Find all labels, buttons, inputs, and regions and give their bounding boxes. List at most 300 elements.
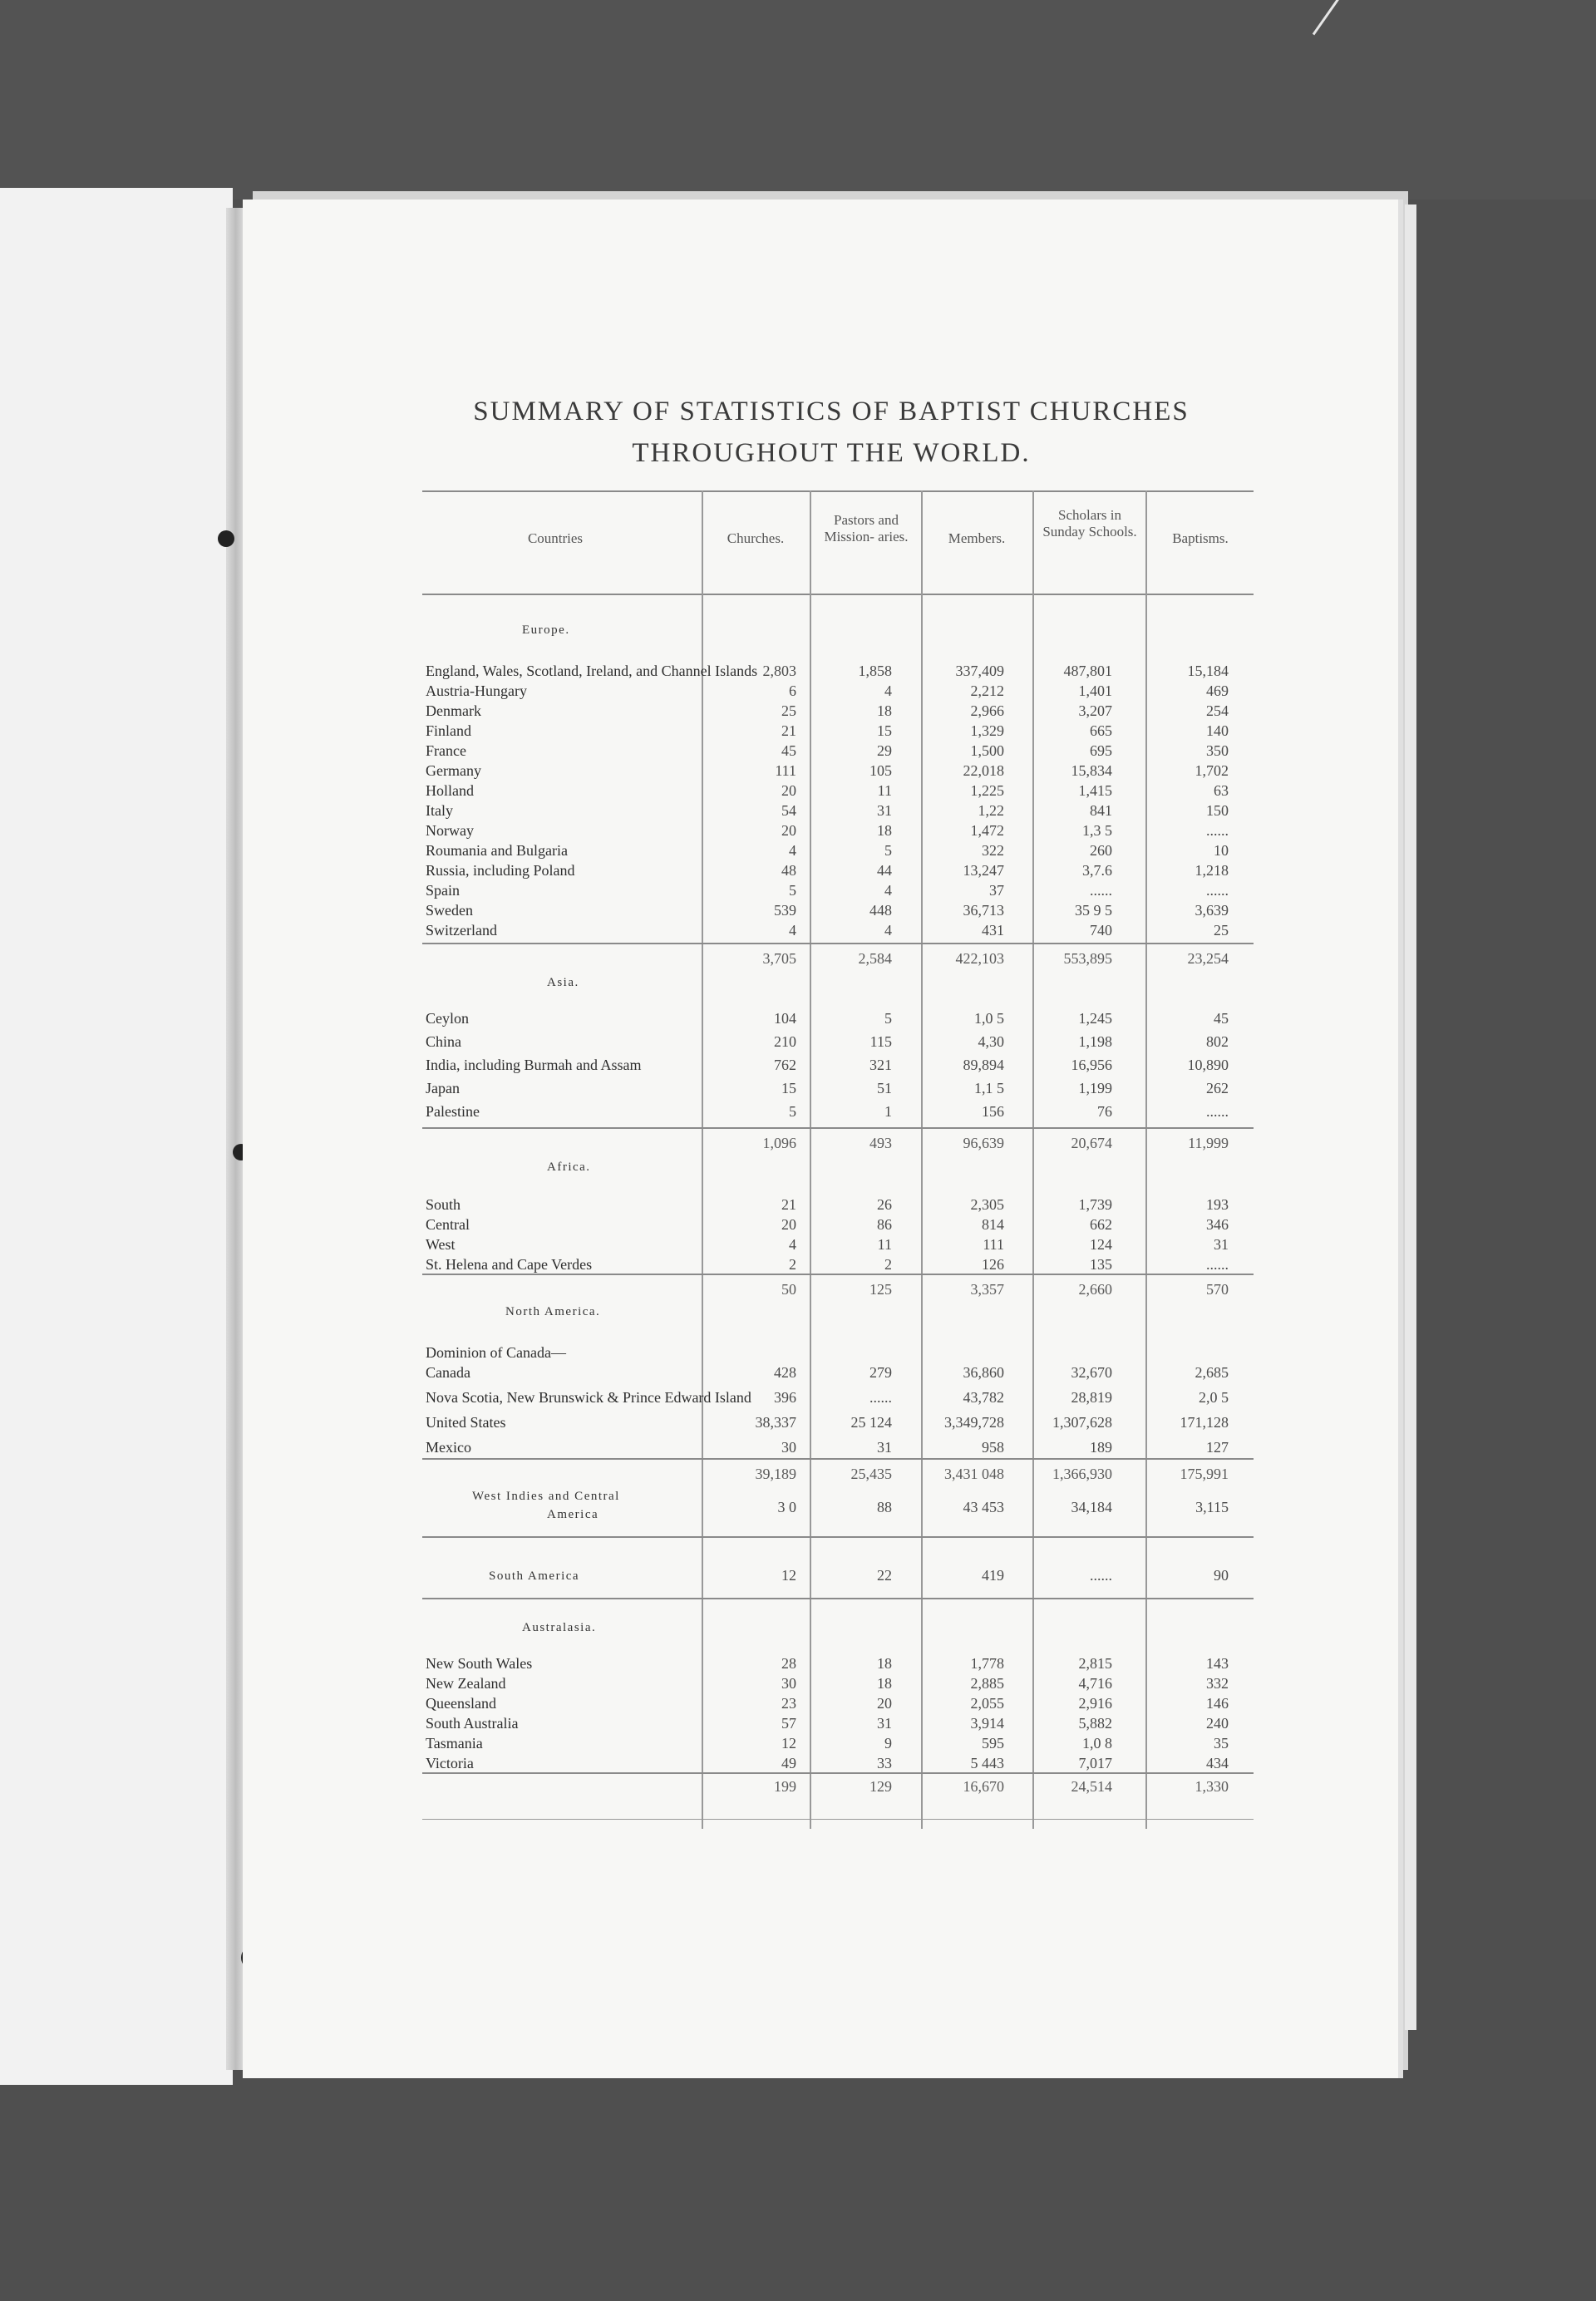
cell-members: 958 (982, 1439, 1004, 1456)
cell-members: 1,22 (978, 802, 1004, 819)
cell-churches: 12 (781, 1567, 796, 1584)
cell-pastors: 5 (884, 1010, 892, 1027)
cell-pastors: 33 (877, 1755, 892, 1771)
cell-pastors: 18 (877, 1655, 892, 1672)
cell-members: 2,055 (970, 1695, 1004, 1712)
section-west-indies-line2: America (547, 1508, 599, 1521)
section-asia: Asia. (547, 976, 579, 989)
cell-pastors: 321 (869, 1057, 892, 1073)
cell-churches: 210 (774, 1033, 796, 1050)
cell-pastors: 86 (877, 1216, 892, 1233)
table-row (422, 742, 1254, 760)
cell-baptisms: 469 (1206, 682, 1229, 699)
cell-baptisms: 2,0 5 (1199, 1389, 1229, 1406)
total-baptisms: 570 (1206, 1281, 1229, 1298)
cell-churches: 21 (781, 1196, 796, 1213)
total-baptisms: 175,991 (1180, 1466, 1229, 1482)
table-row (422, 1102, 1254, 1121)
cell-churches: 21 (781, 722, 796, 739)
cell-scholars: 1,199 (1078, 1080, 1112, 1096)
cell-members: 1,329 (970, 722, 1004, 739)
total-rule (422, 1127, 1254, 1129)
cell-baptisms: 262 (1206, 1080, 1229, 1096)
cell-pastors: 15 (877, 722, 892, 739)
section-australasia: Australasia. (522, 1621, 597, 1634)
cell-churches: 396 (774, 1389, 796, 1406)
country-name: Tasmania (426, 1735, 483, 1752)
table-row (422, 1714, 1254, 1732)
cell-scholars: 740 (1090, 922, 1112, 939)
cell-scholars: 695 (1090, 742, 1112, 759)
country-name: Ceylon (426, 1010, 469, 1027)
table-row (422, 1363, 1254, 1382)
cell-pastors: 11 (877, 1236, 892, 1253)
cell-members: 156 (982, 1103, 1004, 1120)
country-name: Austria-Hungary (426, 682, 527, 699)
cell-pastors: ...... (869, 1389, 892, 1406)
country-name: Nova Scotia, New Brunswick & Prince Edward Island (426, 1389, 751, 1406)
cell-baptisms: 10,890 (1187, 1057, 1229, 1073)
table-row (422, 881, 1254, 899)
cell-scholars: 34,184 (1071, 1499, 1112, 1515)
country-name: Victoria (426, 1755, 474, 1771)
total-pastors: 125 (869, 1281, 892, 1298)
cell-churches: 12 (781, 1735, 796, 1752)
total-scholars: 1,366,930 (1052, 1466, 1112, 1482)
cell-scholars: 2,916 (1078, 1695, 1112, 1712)
cell-members: 814 (982, 1216, 1004, 1233)
table-row (422, 662, 1254, 680)
cell-churches: 30 (781, 1675, 796, 1692)
cell-baptisms: ...... (1206, 822, 1229, 839)
cell-scholars: 487,801 (1063, 663, 1112, 679)
cell-members: 22,018 (963, 762, 1004, 779)
cell-baptisms: 171,128 (1180, 1414, 1229, 1431)
country-name: West (426, 1236, 456, 1253)
total-row (422, 949, 1254, 968)
cell-baptisms: 35 (1214, 1735, 1229, 1752)
cell-members: 111 (983, 1236, 1004, 1253)
cell-baptisms: ...... (1206, 882, 1229, 899)
table-row (422, 1032, 1254, 1051)
table-row (422, 841, 1254, 860)
cell-churches: 5 (789, 1103, 796, 1120)
cell-churches: 104 (774, 1010, 796, 1027)
cell-pastors: 31 (877, 802, 892, 819)
cell-pastors: 25 124 (850, 1414, 892, 1431)
col-header-baptisms: Baptisms. (1172, 530, 1229, 546)
cell-scholars: 841 (1090, 802, 1112, 819)
table-row (422, 1734, 1254, 1752)
total-rule (422, 1458, 1254, 1460)
cell-scholars: 3,7.6 (1082, 862, 1112, 879)
total-members: 422,103 (955, 950, 1004, 967)
cell-churches: 20 (781, 1216, 796, 1233)
cell-pastors: 448 (869, 902, 892, 919)
cell-scholars: 135 (1090, 1256, 1112, 1273)
table-row (422, 722, 1254, 740)
cell-churches: 2,803 (762, 663, 796, 679)
cell-members: 37 (989, 882, 1004, 899)
cell-churches: 111 (775, 762, 796, 779)
table-row (422, 761, 1254, 780)
col-header-scholars: Scholars in Sunday Schools. (1042, 507, 1137, 540)
cell-churches: 2 (789, 1256, 796, 1273)
cell-churches: 5 (789, 882, 796, 899)
cell-pastors: 88 (877, 1499, 892, 1515)
total-rule (422, 1274, 1254, 1275)
total-members: 3,357 (970, 1281, 1004, 1298)
total-baptisms: 1,330 (1195, 1778, 1229, 1795)
cell-members: 3,349,728 (944, 1414, 1004, 1431)
table-row (422, 1255, 1254, 1274)
section-south-america: South America (489, 1569, 580, 1583)
table-row (422, 1438, 1254, 1456)
table-row (422, 1413, 1254, 1431)
cell-members: 431 (982, 922, 1004, 939)
cell-churches: 38,337 (755, 1414, 796, 1431)
cell-scholars: 1,739 (1078, 1196, 1112, 1213)
cell-baptisms: 15,184 (1187, 663, 1229, 679)
table-row (422, 821, 1254, 840)
cell-members: 5 443 (970, 1755, 1004, 1771)
cell-members: 43,782 (963, 1389, 1004, 1406)
section-africa: Africa. (547, 1160, 591, 1174)
total-churches: 39,189 (755, 1466, 796, 1482)
country-name: South Australia (426, 1715, 519, 1732)
cell-baptisms: 2,685 (1195, 1364, 1229, 1381)
south-america-row (422, 1566, 1254, 1584)
country-name: Holland (426, 782, 474, 799)
country-name: France (426, 742, 466, 759)
cell-churches: 30 (781, 1439, 796, 1456)
cell-scholars: 1,3 5 (1082, 822, 1112, 839)
cell-pastors: 44 (877, 862, 892, 879)
cell-baptisms: ...... (1206, 1103, 1229, 1120)
cell-churches: 20 (781, 782, 796, 799)
table-row (422, 1235, 1254, 1254)
cell-members: 1,225 (970, 782, 1004, 799)
cell-members: 2,212 (970, 682, 1004, 699)
cell-members: 13,247 (963, 862, 1004, 879)
cell-baptisms: 140 (1206, 722, 1229, 739)
country-name: India, including Burmah and Assam (426, 1057, 642, 1073)
country-name: South (426, 1196, 461, 1213)
country-name: Finland (426, 722, 472, 739)
col-header-churches: Churches. (727, 530, 785, 546)
total-pastors: 493 (869, 1135, 892, 1151)
section-europe: Europe. (522, 623, 570, 637)
cell-baptisms: 90 (1214, 1567, 1229, 1584)
cell-scholars: 5,882 (1078, 1715, 1112, 1732)
title-line-2: THROUGHOUT THE WORLD. (632, 438, 1031, 468)
country-name: Sweden (426, 902, 473, 919)
cell-baptisms: 434 (1206, 1755, 1229, 1771)
total-scholars: 24,514 (1071, 1778, 1112, 1795)
country-name: Roumania and Bulgaria (426, 842, 568, 859)
cell-scholars: 32,670 (1071, 1364, 1112, 1381)
table-row (422, 682, 1254, 700)
cell-pastors: 18 (877, 822, 892, 839)
total-rule (422, 943, 1254, 944)
cell-churches: 20 (781, 822, 796, 839)
cell-scholars: ...... (1090, 1567, 1112, 1584)
table-row (422, 1215, 1254, 1234)
binding-stitch (218, 530, 234, 547)
cell-pastors: 105 (869, 762, 892, 779)
cell-churches: 28 (781, 1655, 796, 1672)
cell-churches: 45 (781, 742, 796, 759)
cell-members: 3,914 (970, 1715, 1004, 1732)
col-header-pastors: Pastors and Mission- aries. (824, 512, 909, 544)
cell-pastors: 51 (877, 1080, 892, 1096)
cell-members: 1,0 5 (974, 1010, 1004, 1027)
col-header-countries: Countries (527, 530, 584, 546)
total-pastors: 129 (869, 1778, 892, 1795)
total-churches: 50 (781, 1281, 796, 1298)
country-name: Canada (426, 1364, 470, 1381)
cell-scholars: 189 (1090, 1439, 1112, 1456)
total-row (422, 1465, 1254, 1483)
cell-pastors: 1,858 (858, 663, 892, 679)
cell-members: 36,713 (963, 902, 1004, 919)
country-name: Palestine (426, 1103, 480, 1120)
cell-churches: 428 (774, 1364, 796, 1381)
cell-members: 2,305 (970, 1196, 1004, 1213)
cell-pastors: 1 (884, 1103, 892, 1120)
total-members: 3,431 048 (944, 1466, 1004, 1482)
table-row (422, 1195, 1254, 1214)
country-name: Japan (426, 1080, 460, 1096)
total-churches: 1,096 (762, 1135, 796, 1151)
cell-baptisms: 150 (1206, 802, 1229, 819)
table-row (422, 901, 1254, 919)
cell-members: 4,30 (978, 1033, 1004, 1050)
table-row (422, 702, 1254, 720)
cell-churches: 3 0 (777, 1499, 796, 1515)
country-name: Queensland (426, 1695, 496, 1712)
cell-pastors: 31 (877, 1439, 892, 1456)
cell-churches: 48 (781, 862, 796, 879)
cell-baptisms: 143 (1206, 1655, 1229, 1672)
cell-churches: 23 (781, 1695, 796, 1712)
country-name: Central (426, 1216, 470, 1233)
cell-pastors: 115 (869, 1033, 892, 1050)
cell-baptisms: 10 (1214, 842, 1229, 859)
cell-baptisms: 63 (1214, 782, 1229, 799)
country-name: England, Wales, Scotland, Ireland, and Channel Islands (426, 663, 758, 679)
col-header-members: Members. (948, 530, 1006, 546)
country-name: China (426, 1033, 461, 1050)
cell-members: 36,860 (963, 1364, 1004, 1381)
cell-baptisms: 127 (1206, 1439, 1229, 1456)
cell-scholars: 260 (1090, 842, 1112, 859)
cell-pastors: 20 (877, 1695, 892, 1712)
cell-pastors: 5 (884, 842, 892, 859)
section-rule (422, 1598, 1254, 1599)
section-west-indies-line1: West Indies and Central (472, 1490, 620, 1503)
cell-pastors: 4 (884, 882, 892, 899)
cell-scholars: 1,245 (1078, 1010, 1112, 1027)
table-row (422, 1388, 1254, 1407)
total-members: 96,639 (963, 1135, 1004, 1151)
table-row (422, 1009, 1254, 1027)
table-row (422, 921, 1254, 939)
table-row (422, 861, 1254, 880)
cell-churches: 4 (789, 1236, 796, 1253)
total-baptisms: 11,999 (1188, 1135, 1229, 1151)
table-row (422, 1694, 1254, 1712)
total-scholars: 2,660 (1078, 1281, 1112, 1298)
total-baptisms: 23,254 (1187, 950, 1229, 967)
cell-scholars: 124 (1090, 1236, 1112, 1253)
cell-members: 2,885 (970, 1675, 1004, 1692)
cell-scholars: 3,207 (1078, 702, 1112, 719)
cell-churches: 762 (774, 1057, 796, 1073)
country-name: Spain (426, 882, 461, 899)
header-rule (422, 594, 1254, 595)
cell-scholars: 662 (1090, 1216, 1112, 1233)
table-row (422, 801, 1254, 820)
total-members: 16,670 (963, 1778, 1004, 1795)
cell-pastors: 11 (877, 782, 892, 799)
scan-background (0, 0, 1596, 200)
cell-scholars: 1,198 (1078, 1033, 1112, 1050)
dominion-label: Dominion of Canada— (426, 1344, 566, 1361)
cell-pastors: 22 (877, 1567, 892, 1584)
country-name: United States (426, 1414, 506, 1431)
cell-churches: 25 (781, 702, 796, 719)
cell-members: 89,894 (963, 1057, 1004, 1073)
cell-baptisms: 802 (1206, 1033, 1229, 1050)
section-north-america: North America. (505, 1305, 601, 1318)
country-name: Denmark (426, 702, 481, 719)
cell-pastors: 279 (869, 1364, 892, 1381)
page-edge (1405, 204, 1416, 2030)
cell-scholars: 4,716 (1078, 1675, 1112, 1692)
cell-pastors: 9 (884, 1735, 892, 1752)
country-name: Russia, including Poland (426, 862, 575, 879)
total-row (422, 1134, 1254, 1152)
left-page (0, 188, 233, 2085)
cell-baptisms: 31 (1214, 1236, 1229, 1253)
cell-pastors: 2 (884, 1256, 892, 1273)
country-name: Switzerland (426, 922, 497, 939)
country-name: New Zealand (426, 1675, 506, 1692)
cell-scholars: 76 (1097, 1103, 1112, 1120)
cell-members: 43 453 (963, 1499, 1004, 1515)
cell-churches: 49 (781, 1755, 796, 1771)
total-churches: 3,705 (762, 950, 796, 967)
dominion-heading (422, 1343, 1254, 1362)
table-row (422, 781, 1254, 800)
cell-baptisms: 45 (1214, 1010, 1229, 1027)
cell-pastors: 18 (877, 1675, 892, 1692)
country-name: Norway (426, 822, 474, 839)
cell-members: 337,409 (955, 663, 1004, 679)
cell-members: 126 (982, 1256, 1004, 1273)
cell-scholars: 16,956 (1071, 1057, 1112, 1073)
cell-churches: 57 (781, 1715, 796, 1732)
cell-pastors: 4 (884, 922, 892, 939)
cell-scholars: 1,415 (1078, 782, 1112, 799)
cell-baptisms: ...... (1206, 1256, 1229, 1273)
page-title (249, 391, 1413, 474)
total-rule (422, 1772, 1254, 1774)
table-bottom-rule (422, 1819, 1254, 1820)
cell-baptisms: 25 (1214, 922, 1229, 939)
cell-churches: 539 (774, 902, 796, 919)
cell-baptisms: 346 (1206, 1216, 1229, 1233)
cell-pastors: 4 (884, 682, 892, 699)
total-pastors: 2,584 (858, 950, 892, 967)
table-row (422, 1079, 1254, 1097)
cell-members: 322 (982, 842, 1004, 859)
cell-baptisms: 3,639 (1195, 902, 1229, 919)
cell-churches: 4 (789, 922, 796, 939)
cell-members: 2,966 (970, 702, 1004, 719)
total-churches: 199 (774, 1778, 796, 1795)
total-row (422, 1777, 1254, 1796)
statistics-table (422, 490, 1255, 1837)
table-row (422, 1056, 1254, 1074)
cell-baptisms: 350 (1206, 742, 1229, 759)
cell-members: 1,500 (970, 742, 1004, 759)
country-name: Germany (426, 762, 481, 779)
table-row (422, 1654, 1254, 1673)
cell-baptisms: 332 (1206, 1675, 1229, 1692)
cell-scholars: ...... (1090, 882, 1112, 899)
cell-scholars: 665 (1090, 722, 1112, 739)
cell-baptisms: 1,702 (1195, 762, 1229, 779)
cell-scholars: 28,819 (1071, 1389, 1112, 1406)
table-top-rule (422, 490, 1254, 492)
cell-scholars: 2,815 (1078, 1655, 1112, 1672)
west-indies-row (422, 1498, 1254, 1516)
cell-baptisms: 240 (1206, 1715, 1229, 1732)
cell-scholars: 1,307,628 (1052, 1414, 1112, 1431)
country-name: Italy (426, 802, 453, 819)
cell-pastors: 31 (877, 1715, 892, 1732)
cell-pastors: 26 (877, 1196, 892, 1213)
cell-baptisms: 254 (1206, 702, 1229, 719)
cell-members: 1,778 (970, 1655, 1004, 1672)
cell-churches: 54 (781, 802, 796, 819)
section-rule (422, 1536, 1254, 1538)
country-name: St. Helena and Cape Verdes (426, 1256, 593, 1273)
cell-baptisms: 193 (1206, 1196, 1229, 1213)
total-pastors: 25,435 (850, 1466, 892, 1482)
cell-churches: 4 (789, 842, 796, 859)
total-scholars: 20,674 (1071, 1135, 1112, 1151)
cell-scholars: 1,401 (1078, 682, 1112, 699)
cell-baptisms: 3,115 (1195, 1499, 1229, 1515)
cell-members: 595 (982, 1735, 1004, 1752)
total-row (422, 1280, 1254, 1298)
cell-members: 419 (982, 1567, 1004, 1584)
cell-members: 1,472 (970, 822, 1004, 839)
cell-baptisms: 1,218 (1195, 862, 1229, 879)
cell-pastors: 29 (877, 742, 892, 759)
cell-baptisms: 146 (1206, 1695, 1229, 1712)
country-name: New South Wales (426, 1655, 533, 1672)
cell-scholars: 35 9 5 (1075, 902, 1112, 919)
table-row (422, 1674, 1254, 1692)
table-row (422, 1754, 1254, 1772)
cell-pastors: 18 (877, 702, 892, 719)
cell-scholars: 7,017 (1078, 1755, 1112, 1771)
cell-churches: 6 (789, 682, 796, 699)
